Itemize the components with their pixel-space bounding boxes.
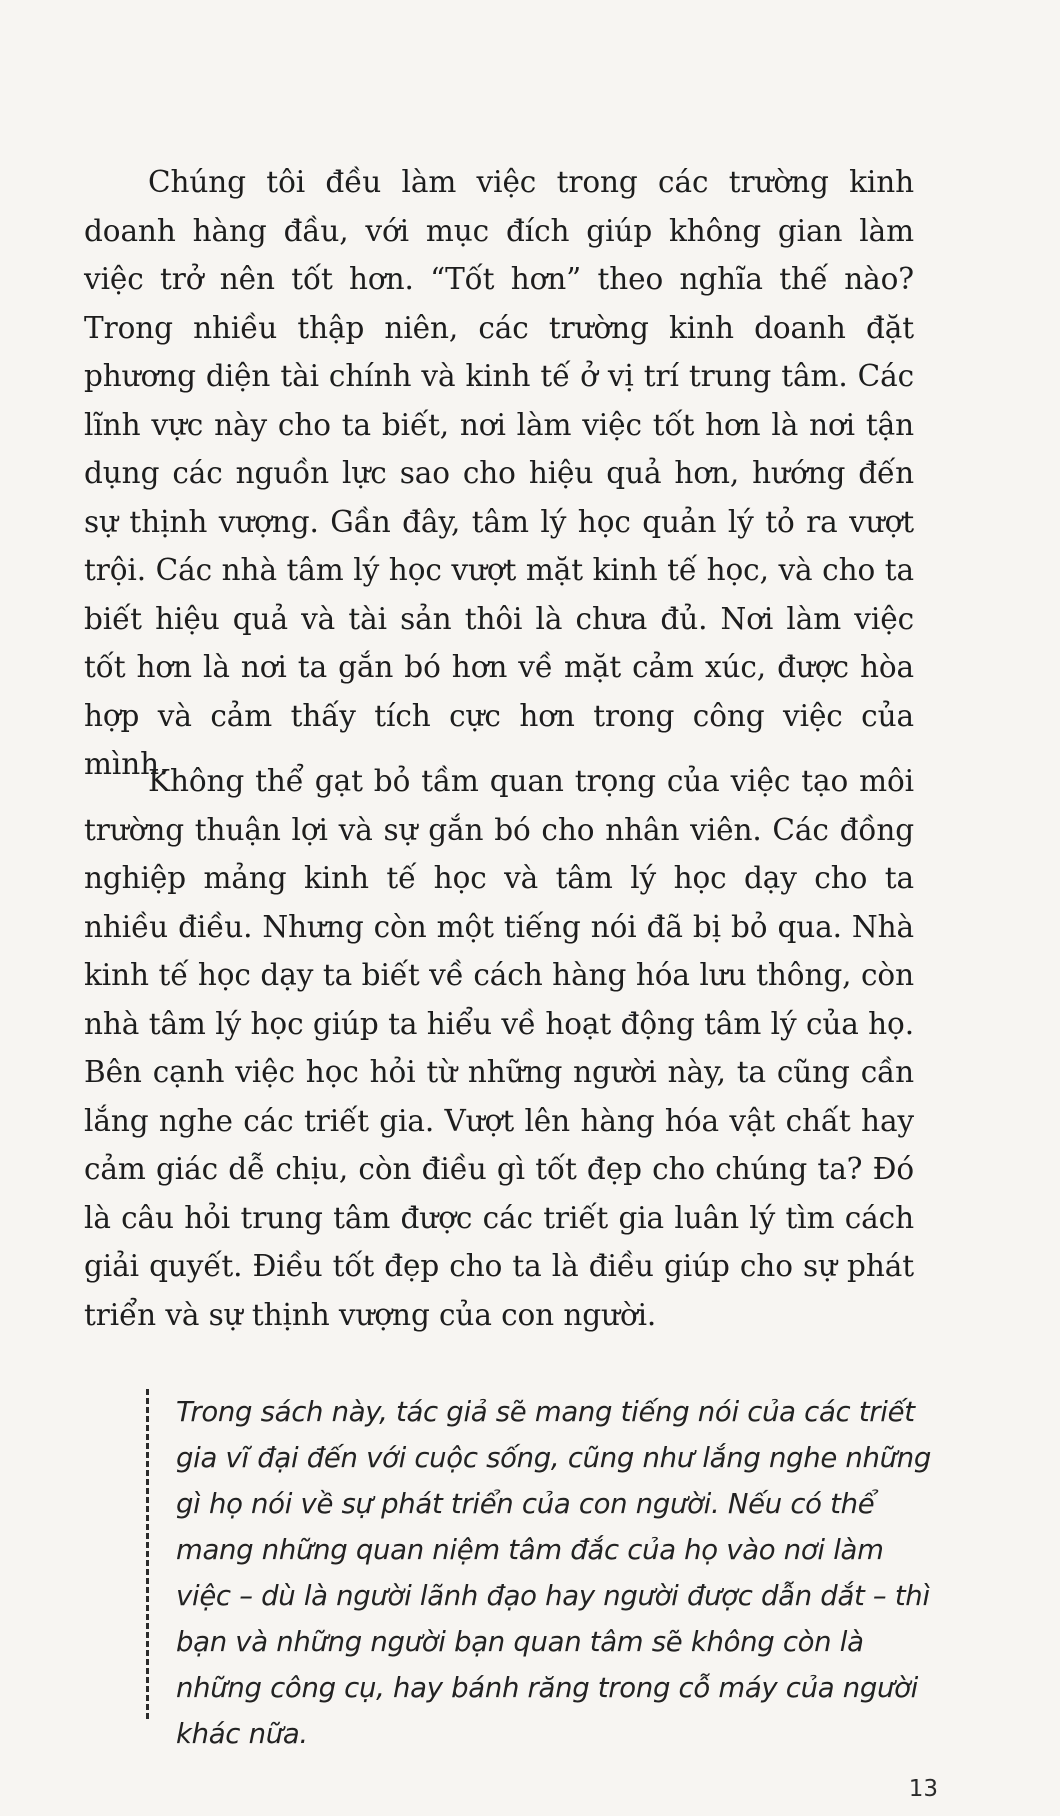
quote-dashed-rule — [146, 1389, 149, 1719]
pull-quote: Trong sách này, tác giả sẽ mang tiếng nói của các triết gia vĩ đại đến với cuộc sống, cũng như lắng nghe những gì họ nói về sự phát triển của con người. Nếu có thể mang những quan niệm tâm đắc của họ vào nơi làm việc – dù là người lãnh đạo hay người được dẫn dắt – thì bạn và những người bạn quan tâm sẽ không còn là những công cụ, hay bánh răng trong cỗ máy của người khác nữa. — [176, 1396, 932, 1750]
body-paragraph-2: Không thể gạt bỏ tầm quan trọng của việc tạo môi trường thuận lợi và sự gắn bó cho nhân viên. Các đồng nghiệp mảng kinh tế học và tâm lý học dạy cho ta nhiều điều. Nhưng còn một tiếng nói đã bị bỏ qua. Nhà kinh tế học dạy ta biết về cách hàng hóa lưu thông, còn nhà tâm lý học giúp ta hiểu về hoạt động tâm lý của họ. Bên cạnh việc học hỏi từ những người này, ta cũng cần lắng nghe các triết gia. Vượt lên hàng hóa vật chất hay cảm giác dễ chịu, còn điều gì tốt đẹp cho chúng ta? Đó là câu hỏi trung tâm được các triết gia luân lý tìm cách giải quyết. Điều tốt đẹp cho ta là điều giúp cho sự phát triển và sự thịnh vượng của con người. — [84, 764, 914, 1332]
body-paragraph-1: Chúng tôi đều làm việc trong các trường kinh doanh hàng đầu, với mục đích giúp không gian làm việc trở nên tốt hơn. “Tốt hơn” theo nghĩa thế nào? Trong nhiều thập niên, các trường kinh doanh đặt phương diện tài chính và kinh tế ở vị trí trung tâm. Các lĩnh vực này cho ta biết, nơi làm việc tốt hơn là nơi tận dụng các nguồn lực sao cho hiệu quả hơn, hướng đến sự thịnh vượng. Gần đây, tâm lý học quản lý tỏ ra vượt trội. Các nhà tâm lý học vượt mặt kinh tế học, và cho ta biết hiệu quả và tài sản thôi là chưa đủ. Nơi làm việc tốt hơn là nơi ta gắn bó hơn về mặt cảm xúc, được hòa hợp và cảm thấy tích cực hơn trong công việc của mình. — [84, 165, 914, 781]
page-number: 13 — [908, 1776, 938, 1802]
